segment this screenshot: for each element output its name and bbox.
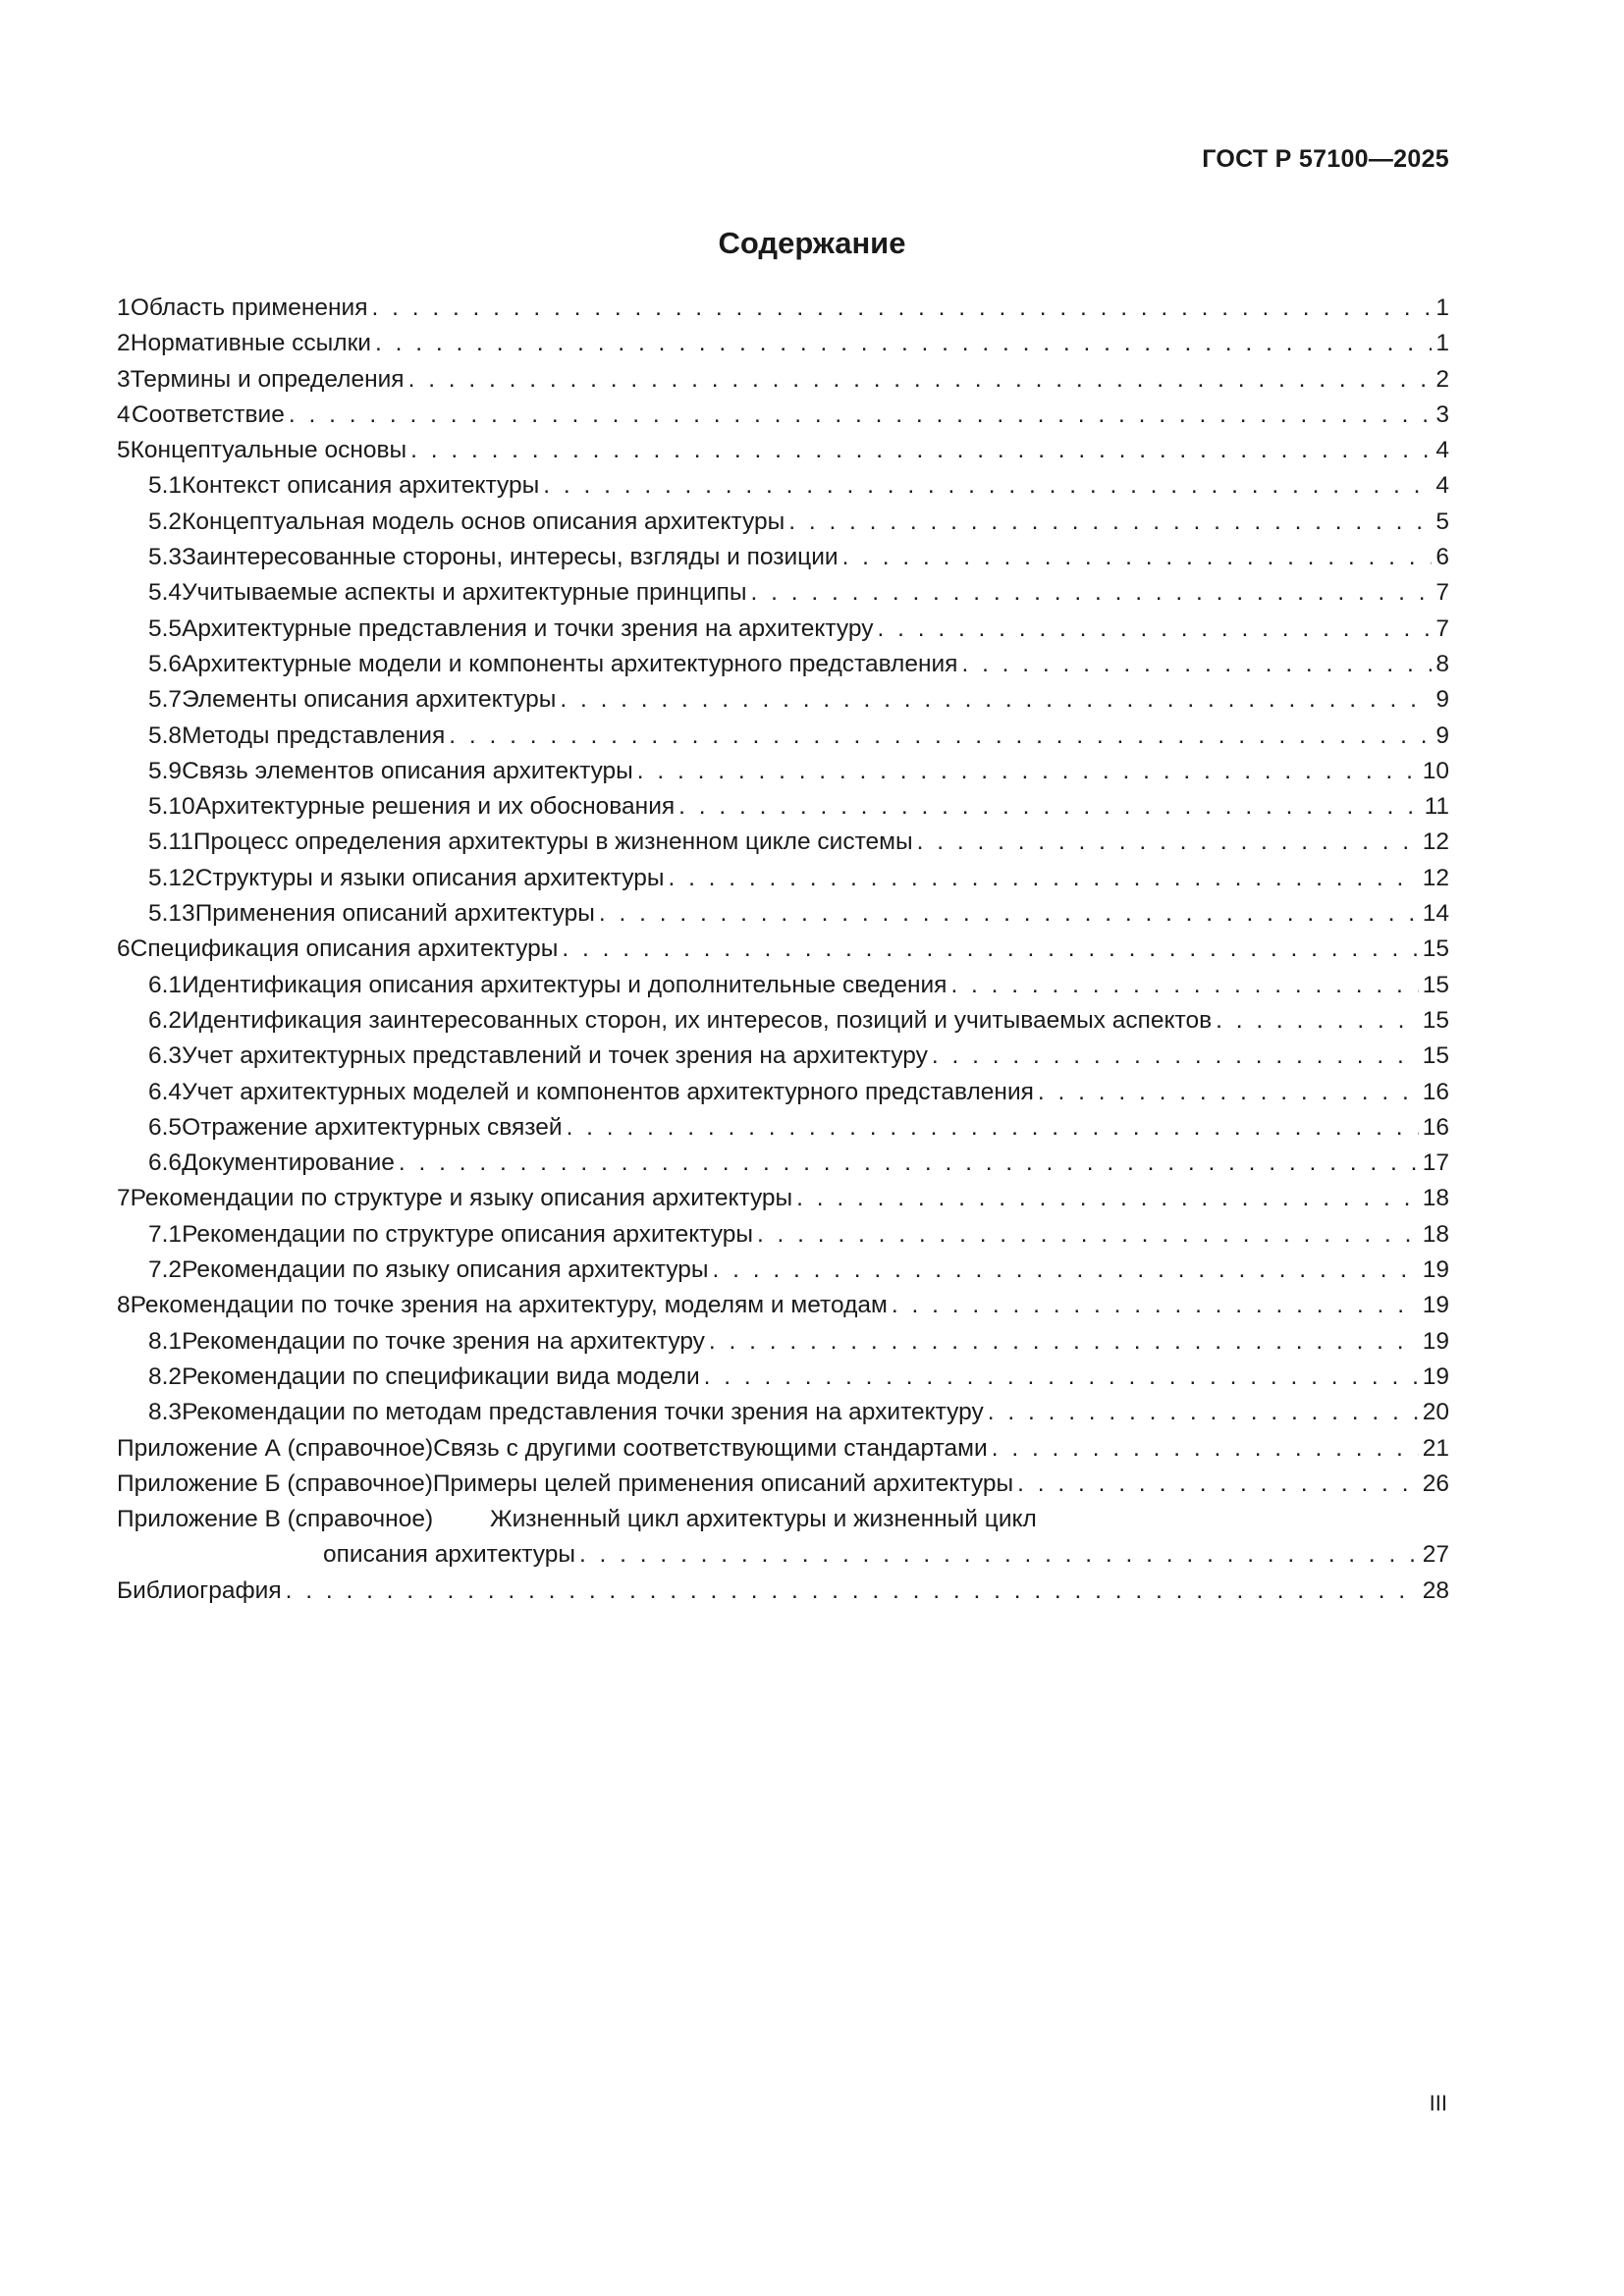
toc-entry-page: 15: [1422, 1042, 1449, 1070]
toc-entry-title: Применения описаний архитектуры: [194, 900, 595, 928]
toc-leader-dots: [668, 861, 1418, 896]
toc-entry-page: 18: [1422, 1185, 1449, 1212]
toc-entry-number: 7: [117, 1185, 131, 1212]
toc-entry-number: 3: [117, 365, 131, 393]
toc-leader-dots: [289, 398, 1432, 433]
toc-leader-dots: [560, 682, 1432, 718]
toc-entry[interactable]: [117, 647, 1449, 682]
toc-entry-title: Нормативные ссылки: [130, 330, 371, 357]
toc-leader-dots: [917, 825, 1419, 860]
toc-entry-page: 1: [1435, 330, 1449, 357]
toc-entry-number: 5.4: [148, 579, 183, 607]
toc-entry-number: 8.2: [148, 1362, 183, 1390]
toc-entry-title: Концептуальные основы: [130, 437, 407, 464]
toc-entry-title: Учет архитектурных представлений и точек зрения на архитектуру: [182, 1042, 928, 1070]
toc-leader-dots: [599, 896, 1419, 932]
toc-entry-number: 8.3: [148, 1399, 183, 1426]
toc-entry[interactable]: [117, 1574, 1449, 1609]
toc-leader-dots: [579, 1537, 1419, 1573]
toc-entry[interactable]: [117, 1502, 1449, 1537]
toc-entry-page: 20: [1422, 1399, 1449, 1426]
toc-entry-title: Архитектурные решения и их обоснования: [194, 793, 676, 821]
toc-entry-number: 7.2: [148, 1256, 183, 1284]
toc-entry-title: Идентификация описания архитектуры и дополнительные сведения: [182, 971, 947, 998]
toc-entry-page: 9: [1435, 721, 1449, 749]
toc-entry[interactable]: [117, 540, 1449, 575]
toc-leader-dots: [988, 1395, 1419, 1430]
toc-entry-page: 14: [1422, 900, 1449, 928]
toc-leader-dots: [286, 1574, 1419, 1609]
toc-entry[interactable]: [117, 1146, 1449, 1181]
toc-entry[interactable]: [117, 754, 1449, 789]
toc-entry-number: 8: [117, 1292, 131, 1319]
toc-entry-page: 8: [1435, 650, 1449, 677]
toc-entry-page: 16: [1422, 1078, 1449, 1105]
toc-entry-title: Контекст описания архитектуры: [182, 472, 540, 500]
toc-entry-number: 6.3: [148, 1042, 183, 1070]
toc-entry-title: Рекомендации по точке зрения на архитектуру, моделям и методам: [130, 1292, 888, 1319]
toc-entry-number: 8.1: [148, 1327, 183, 1355]
toc-entry-page: 18: [1422, 1220, 1449, 1248]
toc-entry-page: 19: [1422, 1256, 1449, 1284]
toc-entry-title: Учет архитектурных моделей и компонентов архитектурного представления: [182, 1078, 1034, 1105]
toc-entry-number: 6.2: [148, 1006, 183, 1034]
toc-entry[interactable]: [117, 1537, 1449, 1573]
toc-leader-dots: [562, 932, 1418, 967]
table-of-contents: [117, 291, 1449, 1609]
toc-entry-title: Спецификация описания архитектуры: [130, 935, 559, 963]
toc-entry-title: Термины и определения: [130, 365, 405, 393]
toc-leader-dots: [992, 1431, 1419, 1467]
toc-entry-page: 28: [1422, 1576, 1449, 1604]
toc-entry[interactable]: [117, 968, 1449, 1003]
toc-entry[interactable]: [117, 1181, 1449, 1216]
toc-leader-dots: [892, 1288, 1419, 1323]
toc-entry[interactable]: [117, 612, 1449, 647]
toc-entry-title: Концептуальная модель основ описания архитектуры: [182, 507, 785, 535]
toc-entry[interactable]: [117, 575, 1449, 611]
toc-entry-page: 11: [1424, 793, 1449, 821]
toc-entry-title: Связь элементов описания архитектуры: [182, 757, 633, 784]
toc-entry-number: 5.10: [148, 793, 195, 821]
toc-entry-number: 5.5: [148, 614, 183, 642]
toc-leader-dots: [399, 1146, 1419, 1181]
toc-leader-dots: [932, 1039, 1419, 1074]
toc-leader-dots: [709, 1324, 1419, 1360]
toc-entry-page: 5: [1435, 507, 1449, 535]
toc-entry-number: 5.8: [148, 721, 183, 749]
toc-entry[interactable]: [117, 326, 1449, 361]
toc-entry-title: Учитываемые аспекты и архитектурные принципы: [182, 579, 747, 607]
toc-entry-title: Рекомендации по методам представления точки зрения на архитектуру: [182, 1399, 984, 1426]
toc-leader-dots: [877, 612, 1432, 647]
toc-entry[interactable]: [117, 1110, 1449, 1146]
toc-entry[interactable]: [117, 1039, 1449, 1074]
toc-entry-page: 7: [1435, 579, 1449, 607]
toc-entry-page: 7: [1435, 614, 1449, 642]
toc-appendix-label: Приложение В (справочное): [117, 1506, 434, 1533]
toc-entry-number: 5.12: [148, 864, 195, 891]
toc-entry-number: 5.9: [148, 757, 183, 784]
toc-entry-title: Процесс определения архитектуры в жизненном цикле системы: [192, 828, 913, 856]
toc-entry-number: 5.11: [148, 828, 193, 856]
toc-entry-number: 5.7: [148, 686, 183, 714]
toc-entry[interactable]: [117, 1288, 1449, 1323]
toc-entry-number: 6.6: [148, 1149, 183, 1177]
toc-leader-dots: [637, 754, 1419, 789]
toc-entry[interactable]: [117, 398, 1449, 433]
toc-entry-number: 5.13: [148, 900, 195, 928]
toc-entry[interactable]: [117, 433, 1449, 468]
toc-entry[interactable]: [117, 1467, 1449, 1502]
toc-entry[interactable]: [117, 1075, 1449, 1110]
toc-leader-dots: [375, 326, 1432, 361]
toc-entry-page: 12: [1422, 828, 1449, 856]
toc-entry-page: 19: [1422, 1327, 1449, 1355]
toc-entry-page: 21: [1422, 1434, 1449, 1462]
toc-entry[interactable]: [117, 362, 1449, 398]
toc-entry-title: Архитектурные представления и точки зрения на архитектуру: [182, 614, 874, 642]
toc-leader-dots: [842, 540, 1432, 575]
toc-entry[interactable]: [117, 505, 1449, 540]
page-number: III: [1429, 2091, 1447, 2115]
toc-entry-page: 4: [1435, 437, 1449, 464]
toc-entry[interactable]: [117, 682, 1449, 718]
toc-entry[interactable]: [117, 1003, 1449, 1039]
toc-entry[interactable]: [117, 932, 1449, 967]
toc-entry-title: Рекомендации по спецификации вида модели: [182, 1362, 700, 1390]
toc-entry-page: 1: [1435, 294, 1449, 321]
toc-entry-page: 15: [1422, 1006, 1449, 1034]
toc-entry-number: 6.4: [148, 1078, 183, 1105]
toc-entry[interactable]: [117, 291, 1449, 326]
toc-entry-title: описания архитектуры: [323, 1541, 575, 1569]
toc-entry[interactable]: [117, 468, 1449, 504]
toc-entry-page: 19: [1422, 1362, 1449, 1390]
toc-leader-dots: [1038, 1075, 1419, 1110]
toc-entry-title: Область применения: [130, 294, 368, 321]
toc-entry-title: Идентификация заинтересованных сторон, их интересов, позиций и учитываемых аспектов: [182, 1006, 1213, 1034]
toc-entry[interactable]: [117, 1395, 1449, 1430]
toc-entry[interactable]: [117, 896, 1449, 932]
toc-entry-number: 6.5: [148, 1113, 183, 1141]
toc-leader-dots: [410, 433, 1432, 468]
toc-entry-page: 19: [1422, 1292, 1449, 1319]
toc-entry-page: 9: [1435, 686, 1449, 714]
toc-entry-page: 4: [1435, 472, 1449, 500]
toc-entry[interactable]: [117, 1324, 1449, 1360]
toc-leader-dots: [704, 1360, 1419, 1395]
toc-entry-page: 3: [1435, 400, 1449, 428]
toc-entry[interactable]: [117, 719, 1449, 754]
toc-entry[interactable]: [117, 825, 1449, 860]
toc-entry-title: Библиография: [117, 1576, 282, 1604]
toc-entry-number: 4: [117, 400, 131, 428]
toc-entry[interactable]: [117, 789, 1449, 825]
toc-leader-dots: [788, 505, 1432, 540]
document-code: ГОСТ Р 57100—2025: [1202, 145, 1449, 173]
toc-entry-title: Элементы описания архитектуры: [182, 686, 557, 714]
toc-entry-number: 5.3: [148, 544, 183, 571]
toc-leader-dots: [1216, 1003, 1419, 1039]
toc-appendix-label: Приложение А (справочное): [117, 1434, 434, 1462]
toc-entry-title: Рекомендации по точке зрения на архитектуру: [182, 1327, 705, 1355]
toc-entry[interactable]: [117, 1217, 1449, 1253]
toc-entry-title: Отражение архитектурных связей: [182, 1113, 563, 1141]
toc-entry-number: 7.1: [148, 1220, 183, 1248]
toc-entry-number: 2: [117, 330, 131, 357]
toc-leader-dots: [1017, 1467, 1419, 1502]
toc-entry-page: 26: [1422, 1469, 1449, 1497]
toc-leader-dots: [543, 468, 1432, 504]
toc-leader-dots: [371, 291, 1432, 326]
toc-entry-number: 5.6: [148, 650, 183, 677]
toc-entry-title: Методы представления: [182, 721, 446, 749]
toc-leader-dots: [713, 1253, 1419, 1288]
toc-entry-title: Документирование: [182, 1149, 395, 1177]
toc-entry-title: Жизненный цикл архитектуры и жизненный цикл: [490, 1506, 1037, 1533]
toc-leader-dots: [751, 575, 1432, 611]
toc-entry-title: Соответствие: [131, 400, 285, 428]
toc-leader-dots: [678, 789, 1420, 825]
toc-entry-page: 2: [1435, 365, 1449, 393]
toc-leader-dots: [567, 1110, 1419, 1146]
toc-entry-page: 17: [1422, 1149, 1449, 1177]
toc-entry-title: Рекомендации по структуре и языку описания архитектуры: [130, 1185, 793, 1212]
toc-entry[interactable]: [117, 861, 1449, 896]
toc-entry-page: 15: [1422, 971, 1449, 998]
toc-entry-number: 6: [117, 935, 131, 963]
toc-entry-page: 12: [1422, 864, 1449, 891]
toc-entry[interactable]: [117, 1431, 1449, 1467]
toc-entry-number: 5: [117, 437, 131, 464]
toc-entry[interactable]: [117, 1253, 1449, 1288]
toc-entry-page: 27: [1422, 1541, 1449, 1569]
toc-entry-title: Заинтересованные стороны, интересы, взгляды и позиции: [182, 544, 839, 571]
toc-entry-number: 6.1: [148, 971, 183, 998]
toc-entry-title: Рекомендации по языку описания архитектуры: [182, 1256, 709, 1284]
toc-leader-dots: [449, 719, 1432, 754]
toc-entry[interactable]: [117, 1360, 1449, 1395]
toc-heading: Содержание: [718, 226, 906, 260]
toc-entry-title: Связь с другими соответствующими стандартами: [433, 1434, 988, 1462]
toc-entry-page: 10: [1422, 757, 1449, 784]
toc-entry-page: 15: [1422, 935, 1449, 963]
toc-leader-dots: [757, 1217, 1419, 1253]
toc-leader-dots: [408, 362, 1432, 398]
toc-entry-page: 6: [1435, 544, 1449, 571]
toc-entry-title: Структуры и языки описания архитектуры: [194, 864, 665, 891]
toc-leader-dots: [950, 968, 1418, 1003]
toc-entry-number: 5.1: [148, 472, 183, 500]
toc-entry-page: 16: [1422, 1113, 1449, 1141]
toc-entry-number: 5.2: [148, 507, 183, 535]
toc-leader-dots: [796, 1181, 1419, 1216]
toc-entry-title: Рекомендации по структуре описания архитектуры: [182, 1220, 753, 1248]
toc-entry-title: Примеры целей применения описаний архитектуры: [432, 1469, 1014, 1497]
toc-leader-dots: [961, 647, 1432, 682]
toc-entry-number: 1: [117, 294, 131, 321]
toc-appendix-label: Приложение Б (справочное): [117, 1469, 433, 1497]
toc-entry-title: Архитектурные модели и компоненты архитектурного представления: [182, 650, 958, 677]
